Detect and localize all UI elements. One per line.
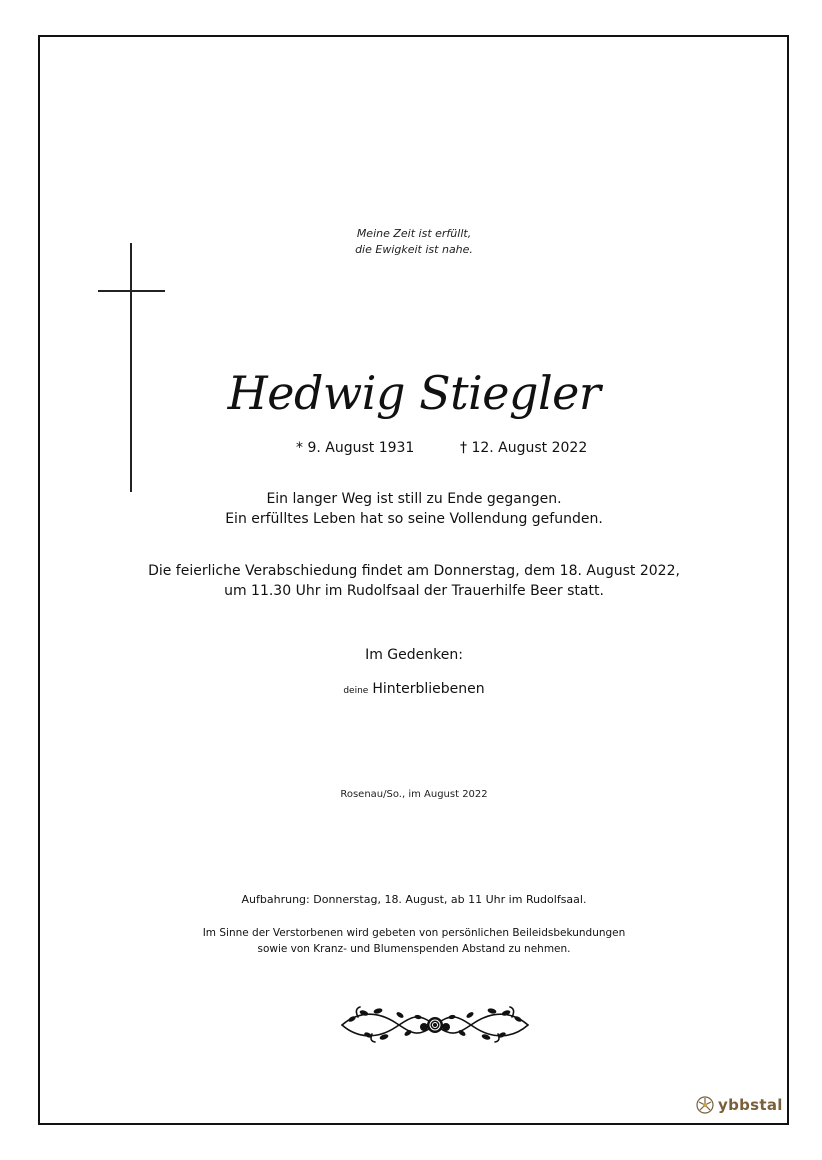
cross-horizontal-bar: [98, 290, 165, 292]
condolence-text: [40, 925, 788, 957]
death-date: † 12. August 2022: [460, 440, 588, 456]
memorial-heading: Im Gedenken:: [365, 647, 463, 663]
deceased-name: Hedwig Stiegler: [227, 366, 601, 420]
aufbahrung-text: Aufbahrung: Donnerstag, 18. August, ab 11 Uhr im Rudolfsaal.: [241, 893, 587, 906]
ceremony-line-2: um 11.30 Uhr im Rudolfsaal der Trauerhilfe Beer statt.: [224, 583, 604, 599]
ceremony-text: [40, 561, 788, 601]
ybbstal-logo: [695, 1095, 783, 1115]
quote-line-2: die Ewigkeit ist nahe.: [355, 243, 473, 256]
condolence-line-1: Im Sinne der Verstorbenen wird gebeten von persönlichen Beileidsbekundungen: [202, 927, 626, 939]
place-date: Rosenau/So., im August 2022: [340, 789, 488, 800]
dandelion-icon: [695, 1095, 715, 1115]
quote-line-1: Meine Zeit ist erfüllt,: [356, 227, 472, 240]
farewell-line-1: Ein langer Weg ist still zu Ende gegangen.: [266, 491, 562, 507]
logo-text: ybbstal: [718, 1096, 783, 1114]
floral-ornament-icon: [338, 1003, 532, 1045]
condolence-line-2: sowie von Kranz- und Blumenspenden Abstand zu nehmen.: [257, 943, 571, 955]
family-name: Hinterbliebenen: [372, 681, 485, 697]
quote: [40, 226, 788, 258]
farewell-text: [40, 489, 788, 529]
memorial-family: [40, 681, 788, 697]
ceremony-line-1: Die feierliche Verabschiedung findet am Donnerstag, dem 18. August 2022,: [148, 563, 680, 579]
farewell-line-2: Ein erfülltes Leben hat so seine Vollendung gefunden.: [225, 511, 603, 527]
birth-date: * 9. August 1931: [296, 440, 415, 456]
family-prefix: deine: [343, 686, 369, 696]
